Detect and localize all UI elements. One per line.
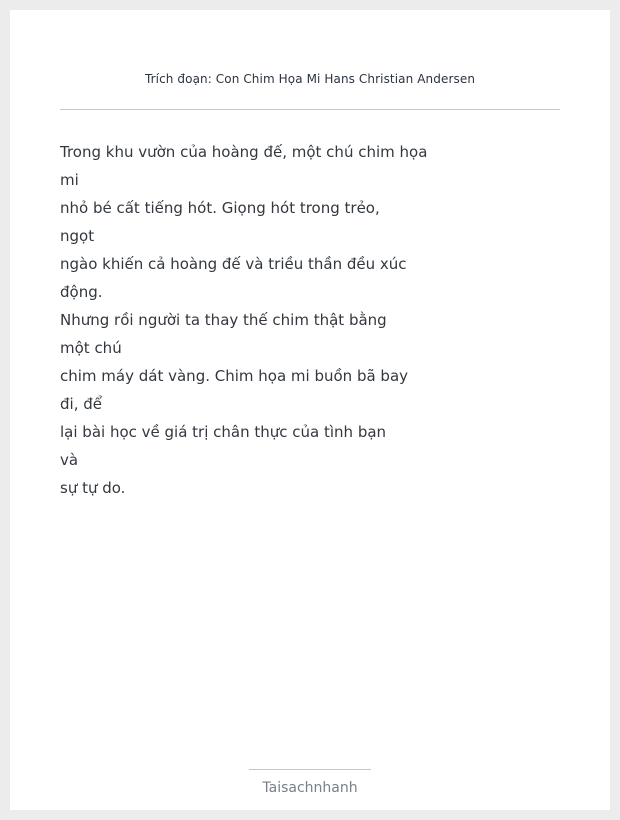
text-line: mi [60,171,79,189]
footer-divider [249,769,371,770]
excerpt-body [60,138,430,502]
text-line: Nhưng rồi người ta thay thế chim thật bằng [60,311,387,329]
text-line: nhỏ bé cất tiếng hót. Giọng hót trong trẻo, [60,199,380,217]
text-line: động. [60,283,103,301]
text-line: một chú [60,339,122,357]
text-line: đi, để [60,395,102,413]
text-line: ngọt [60,227,95,245]
title-divider [60,109,560,110]
text-line: sự tự do. [60,479,126,497]
document-title: Trích đoạn: Con Chim Họa Mi Hans Christian Andersen [144,72,476,86]
footer-source: Taisachnhanh [262,780,358,796]
text-line: và [60,451,79,469]
text-line: chim máy dát vàng. Chim họa mi buồn bã bay [60,367,409,385]
document-page [10,10,610,810]
text-line: ngào khiến cả hoàng đế và triều thần đều xúc [60,255,407,273]
text-line: Trong khu vườn của hoàng đế, một chú chim họa [60,143,428,161]
text-line: lại bài học về giá trị chân thực của tình bạn [60,423,387,441]
